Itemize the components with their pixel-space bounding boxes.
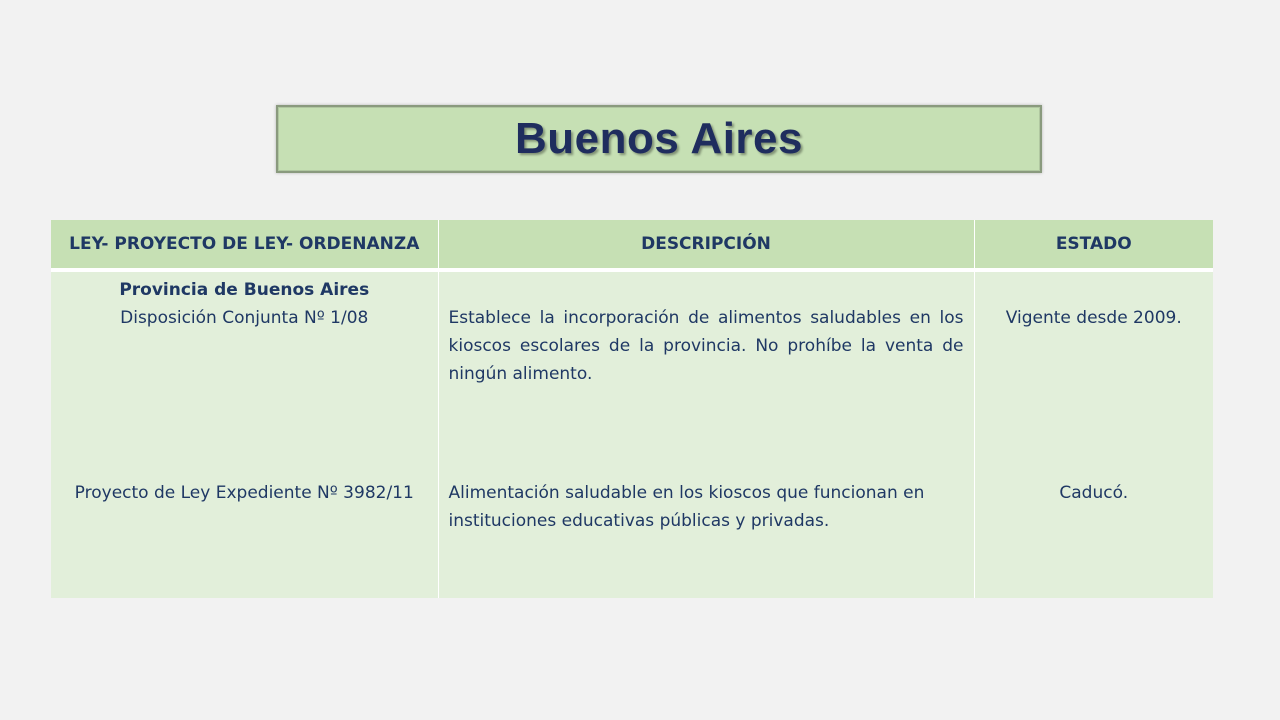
status-cell <box>974 270 1213 598</box>
table-row <box>51 270 1213 598</box>
table-header-row <box>51 220 1213 270</box>
law-name: Proyecto de Ley Expediente Nº 3982/11 <box>74 483 414 503</box>
title-banner <box>276 105 1042 173</box>
law-heading: Provincia de Buenos Aires <box>119 280 370 300</box>
status-1: Vigente desde 2009. <box>1005 308 1182 328</box>
status-2: Caducó. <box>1059 483 1129 503</box>
column-header-law: LEY- PROYECTO DE LEY- ORDENANZA <box>51 220 438 270</box>
column-header-description: DESCRIPCIÓN <box>438 220 974 270</box>
column-header-status: ESTADO <box>974 220 1213 270</box>
law-cell <box>51 270 438 598</box>
law-entry-2 <box>61 479 428 507</box>
description-cell <box>438 270 974 598</box>
law-entry-1 <box>61 276 428 332</box>
laws-table <box>51 220 1213 598</box>
description-1: Establece la incorporación de alimentos saludables en los kioscos escolares de la provincia. No prohíbe la venta de ningún alimento. <box>448 308 964 384</box>
page-title: Buenos Aires <box>514 114 803 163</box>
law-name: Disposición Conjunta Nº 1/08 <box>120 308 369 328</box>
description-2: Alimentación saludable en los kioscos que funcionan en instituciones educativas públicas y privadas. <box>448 483 925 531</box>
